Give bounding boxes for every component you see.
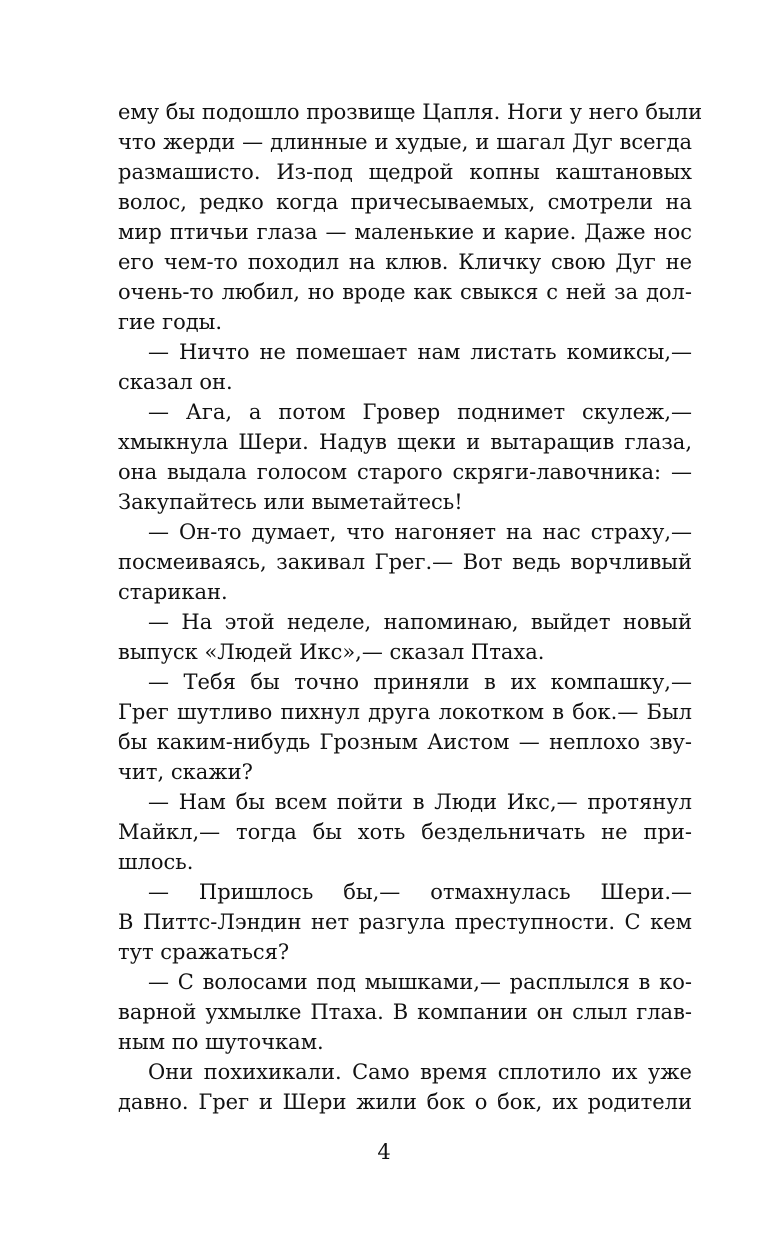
text-line: бы каким-нибудь Грозным Аистом — неплохо зву- bbox=[118, 730, 692, 754]
text-line: сказал он. bbox=[118, 370, 233, 394]
text-line: Грег шутливо пихнул друга локотком в бок.— Был bbox=[118, 700, 692, 724]
page-number: 4 bbox=[377, 1140, 391, 1164]
text-line: Закупайтесь или выметайтесь! bbox=[118, 490, 463, 514]
text-line: — Он-то думает, что нагоняет на нас страху,— bbox=[148, 520, 692, 544]
text-line: его чем-то походил на клюв. Кличку свою Дуг не bbox=[118, 250, 692, 274]
text-line: размашисто. Из-под щедрой копны каштановых bbox=[118, 160, 692, 184]
text-line: хмыкнула Шери. Надув щеки и вытаращив глаза, bbox=[118, 430, 692, 454]
text-line: шлось. bbox=[118, 850, 194, 874]
text-line: Майкл,— тогда бы хоть бездельничать не при- bbox=[118, 820, 692, 844]
text-line: ным по шуточкам. bbox=[118, 1030, 324, 1054]
text-line: чит, скажи? bbox=[118, 760, 253, 784]
text-line: ему бы подошло прозвище Цапля. Ноги у него были bbox=[118, 100, 703, 124]
text-line: тут сражаться? bbox=[118, 940, 290, 964]
text-line: — Тебя бы точно приняли в их компашку,— bbox=[148, 670, 692, 694]
text-line: — Ага, а потом Гровер поднимет скулеж,— bbox=[148, 400, 692, 424]
text-line: гие годы. bbox=[118, 310, 223, 334]
text-line: выпуск «Людей Икс»,— сказал Птаха. bbox=[118, 640, 545, 664]
text-line: посмеиваясь, закивал Грег.— Вот ведь ворчливый bbox=[118, 550, 692, 574]
text-line: давно. Грег и Шери жили бок о бок, их родители bbox=[118, 1090, 692, 1114]
text-line: она выдала голосом старого скряги-лавочника: — bbox=[118, 460, 692, 484]
text-line: — На этой неделе, напоминаю, выйдет новый bbox=[148, 610, 692, 634]
body-text bbox=[118, 97, 703, 1117]
text-line: — Пришлось бы,— отмахнулась Шери.— bbox=[148, 880, 692, 904]
text-line: старикан. bbox=[118, 580, 228, 604]
text-line: В Питтс-Лэндин нет разгула преступности. С кем bbox=[118, 910, 692, 934]
text-line: Они похихикали. Само время сплотило их уже bbox=[148, 1060, 692, 1084]
text-line: — Нам бы всем пойти в Люди Икс,— протянул bbox=[148, 790, 692, 814]
text-line: — С волосами под мышками,— расплылся в ко- bbox=[148, 970, 692, 994]
text-line: — Ничто не помешает нам листать комиксы,— bbox=[148, 340, 692, 364]
text-line: что жерди — длинные и худые, и шагал Дуг всегда bbox=[118, 130, 692, 154]
text-line: волос, редко когда причесываемых, смотрели на bbox=[118, 190, 692, 214]
text-line: очень-то любил, но вроде как свыкся с ней за дол- bbox=[118, 280, 692, 304]
text-line: мир птичьи глаза — маленькие и карие. Даже нос bbox=[118, 220, 692, 244]
text-line: варной ухмылке Птаха. В компании он слыл глав- bbox=[118, 1000, 692, 1024]
